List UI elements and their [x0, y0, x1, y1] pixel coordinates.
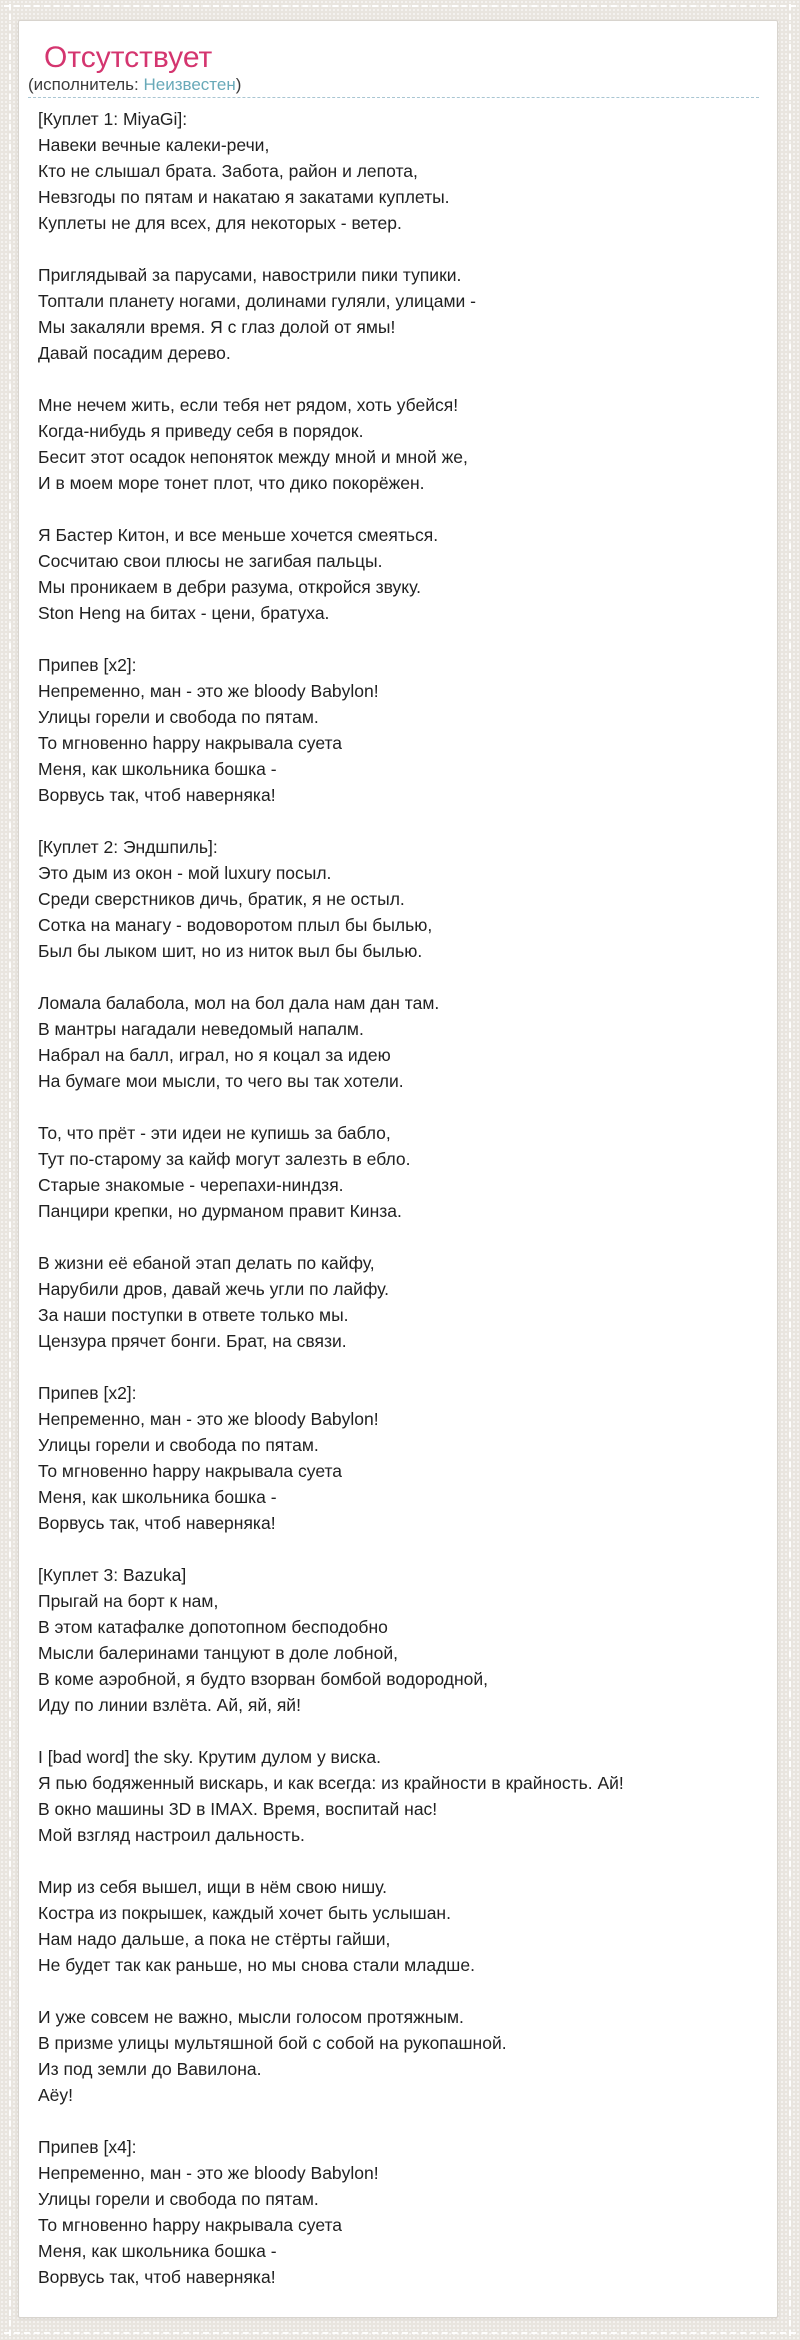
lyrics-line: За наши поступки в ответе только мы. — [38, 1305, 349, 1325]
lyrics-line: [Куплет 1: MiyaGi]: — [38, 109, 188, 129]
lyrics-line: В окно машины 3D в IMAX. Время, воспитай нас! — [38, 1799, 438, 1819]
lyrics-line: В призме улицы мультяшной бой с собой на рукопашной. — [38, 2033, 507, 2053]
lyrics-line: Мы проникаем в дебри разума, откройся звуку. — [38, 577, 421, 597]
stitch-border-left — [9, 4, 11, 2336]
lyrics-line: Улицы горели и свобода по пятам. — [38, 1435, 319, 1455]
lyrics-stanza — [38, 652, 769, 808]
lyrics-line: Цензура прячет бонги. Брат, на связи. — [38, 1331, 347, 1351]
lyrics-line: Иду по линии взлёта. Ай, яй, яй! — [38, 1695, 301, 1715]
lyrics-stanza — [38, 1562, 769, 1718]
lyrics-line: Когда-нибудь я приведу себя в порядок. — [38, 421, 364, 441]
lyrics-card — [18, 20, 778, 2318]
lyrics-line: Топтали планету ногами, долинами гуляли, улицами - — [38, 291, 477, 311]
lyrics-line: В мантры нагадали неведомый напалм. — [38, 1019, 364, 1039]
lyrics-line: Припев [x4]: — [38, 2137, 137, 2157]
lyrics-line: Мы закаляли время. Я с глаз долой от ямы! — [38, 317, 396, 337]
lyrics-line: Ворвусь так, чтоб наверняка! — [38, 2267, 276, 2287]
lyrics-stanza — [38, 1380, 769, 1536]
lyrics-stanza — [38, 392, 769, 496]
lyrics-line: И уже совсем не важно, мысли голосом протяжным. — [38, 2007, 464, 2027]
lyrics-line: Панцири крепки, но дурманом правит Кинза. — [38, 1201, 402, 1221]
lyrics-line: Я пью бодяженный вискарь, и как всегда: из крайности в крайность. Ай! — [38, 1773, 624, 1793]
artist-link[interactable]: Неизвестен — [143, 75, 236, 94]
lyrics-line: Был бы лыком шит, но из ниток выл бы былью. — [38, 941, 423, 961]
lyrics-line: Меня, как школьника бошка - — [38, 759, 277, 779]
lyrics-line: [Куплет 3: Bazuka] — [38, 1565, 187, 1585]
lyrics-stanza — [38, 522, 769, 626]
stitch-border-right — [789, 4, 791, 2336]
lyrics-line: Нам надо дальше, а пока не стёрты гайши, — [38, 1929, 391, 1949]
lyrics-line: Меня, как школьника бошка - — [38, 2241, 277, 2261]
lyrics-line: Припев [x2]: — [38, 1383, 137, 1403]
lyrics-line: В жизни её ебаной этап делать по кайфу, — [38, 1253, 375, 1273]
lyrics-line: В этом катафалке допотопном бесподобно — [38, 1617, 388, 1637]
lyrics — [38, 98, 769, 2290]
lyrics-line: Я Бастер Китон, и все меньше хочется смеяться. — [38, 525, 439, 545]
lyrics-line: Среди сверстников дичь, братик, я не остыл. — [38, 889, 405, 909]
lyrics-line: [Куплет 2: Эндшпиль]: — [38, 837, 218, 857]
lyrics-line: Непременно, ман - это же bloody Babylon! — [38, 1409, 379, 1429]
lyrics-line: То мгновенно happy накрывала суета — [38, 733, 343, 753]
artist-label-open: (исполнитель: — [28, 75, 144, 94]
lyrics-line: Ston Heng на битах - цени, братуха. — [38, 603, 330, 623]
lyrics-line: Улицы горели и свобода по пятам. — [38, 707, 319, 727]
lyrics-line: Аёу! — [38, 2085, 74, 2105]
lyrics-line: Это дым из окон - мой luxury посыл. — [38, 863, 332, 883]
lyrics-line: Куплеты не для всех, для некоторых - ветер. — [38, 213, 402, 233]
stitch-border-top — [4, 5, 796, 7]
lyrics-line: На бумаге мои мысли, то чего вы так хотели. — [38, 1071, 404, 1091]
lyrics-stanza — [38, 106, 769, 236]
lyrics-line: То, что прёт - эти идеи не купишь за бабло, — [38, 1123, 391, 1143]
lyrics-line: Старые знакомые - черепахи-ниндзя. — [38, 1175, 344, 1195]
lyrics-line: Мой взгляд настроил дальность. — [38, 1825, 305, 1845]
lyrics-stanza — [38, 990, 769, 1094]
lyrics-line: Ворвусь так, чтоб наверняка! — [38, 1513, 276, 1533]
stitch-border-bottom — [4, 2332, 796, 2334]
lyrics-line: Мне нечем жить, если тебя нет рядом, хоть убейся! — [38, 395, 459, 415]
lyrics-stanza — [38, 1250, 769, 1354]
artist-line — [28, 76, 759, 98]
lyrics-stanza — [38, 1874, 769, 1978]
lyrics-line: Набрал на балл, играл, но я коцал за идею — [38, 1045, 391, 1065]
lyrics-line: Сотка на манагу - водоворотом плыл бы былью, — [38, 915, 433, 935]
lyrics-line: Не будет так как раньше, но мы снова стали младше. — [38, 1955, 475, 1975]
lyrics-line: Давай посадим дерево. — [38, 343, 231, 363]
lyrics-line: Приглядывай за парусами, навострили пики тупики. — [38, 265, 462, 285]
lyrics-line: Костра из покрышек, каждый хочет быть услышан. — [38, 1903, 451, 1923]
lyrics-line: Меня, как школьника бошка - — [38, 1487, 277, 1507]
lyrics-stanza — [38, 2004, 769, 2108]
lyrics-line: Нарубили дров, давай жечь угли по лайфу. — [38, 1279, 390, 1299]
lyrics-line: Бесит этот осадок непоняток между мной и мной же, — [38, 447, 468, 467]
lyrics-line: Непременно, ман - это же bloody Babylon! — [38, 2163, 379, 2183]
page-title: Отсутствует — [44, 41, 213, 74]
lyrics-line: Из под земли до Вавилона. — [38, 2059, 262, 2079]
lyrics-line: Невзгоды по пятам и накатаю я закатами куплеты. — [38, 187, 450, 207]
lyrics-stanza — [38, 1744, 769, 1848]
lyrics-line: Кто не слышал брата. Забота, район и лепота, — [38, 161, 418, 181]
lyrics-stanza — [38, 2134, 769, 2290]
lyrics-stanza — [38, 834, 769, 964]
lyrics-line: Мысли балеринами танцуют в доле лобной, — [38, 1643, 398, 1663]
lyrics-line: Мир из себя вышел, ищи в нём свою нишу. — [38, 1877, 388, 1897]
lyrics-line: Навеки вечные калеки-речи, — [38, 135, 270, 155]
lyrics-line: В коме аэробной, я будто взорван бомбой водородной, — [38, 1669, 489, 1689]
lyrics-stanza — [38, 262, 769, 366]
lyrics-line: Непременно, ман - это же bloody Babylon! — [38, 681, 379, 701]
lyrics-line: Сосчитаю свои плюсы не загибая пальцы. — [38, 551, 383, 571]
lyrics-line: И в моем море тонет плот, что дико покорёжен. — [38, 473, 425, 493]
lyrics-line: Ворвусь так, чтоб наверняка! — [38, 785, 276, 805]
lyrics-line: То мгновенно happy накрывала суета — [38, 1461, 343, 1481]
lyrics-line: Улицы горели и свобода по пятам. — [38, 2189, 319, 2209]
lyrics-line: Прыгай на борт к нам, — [38, 1591, 219, 1611]
lyrics-line: Припев [x2]: — [38, 655, 137, 675]
lyrics-line: То мгновенно happy накрывала суета — [38, 2215, 343, 2235]
lyrics-line: Ломала балабола, мол на бол дала нам дан там. — [38, 993, 440, 1013]
lyrics-stanza — [38, 1120, 769, 1224]
lyrics-line: I [bad word] the sky. Крутим дулом у виска. — [38, 1747, 382, 1767]
lyrics-line: Тут по-старому за кайф могут залезть в ебло. — [38, 1149, 411, 1169]
artist-label-close: ) — [235, 75, 242, 94]
